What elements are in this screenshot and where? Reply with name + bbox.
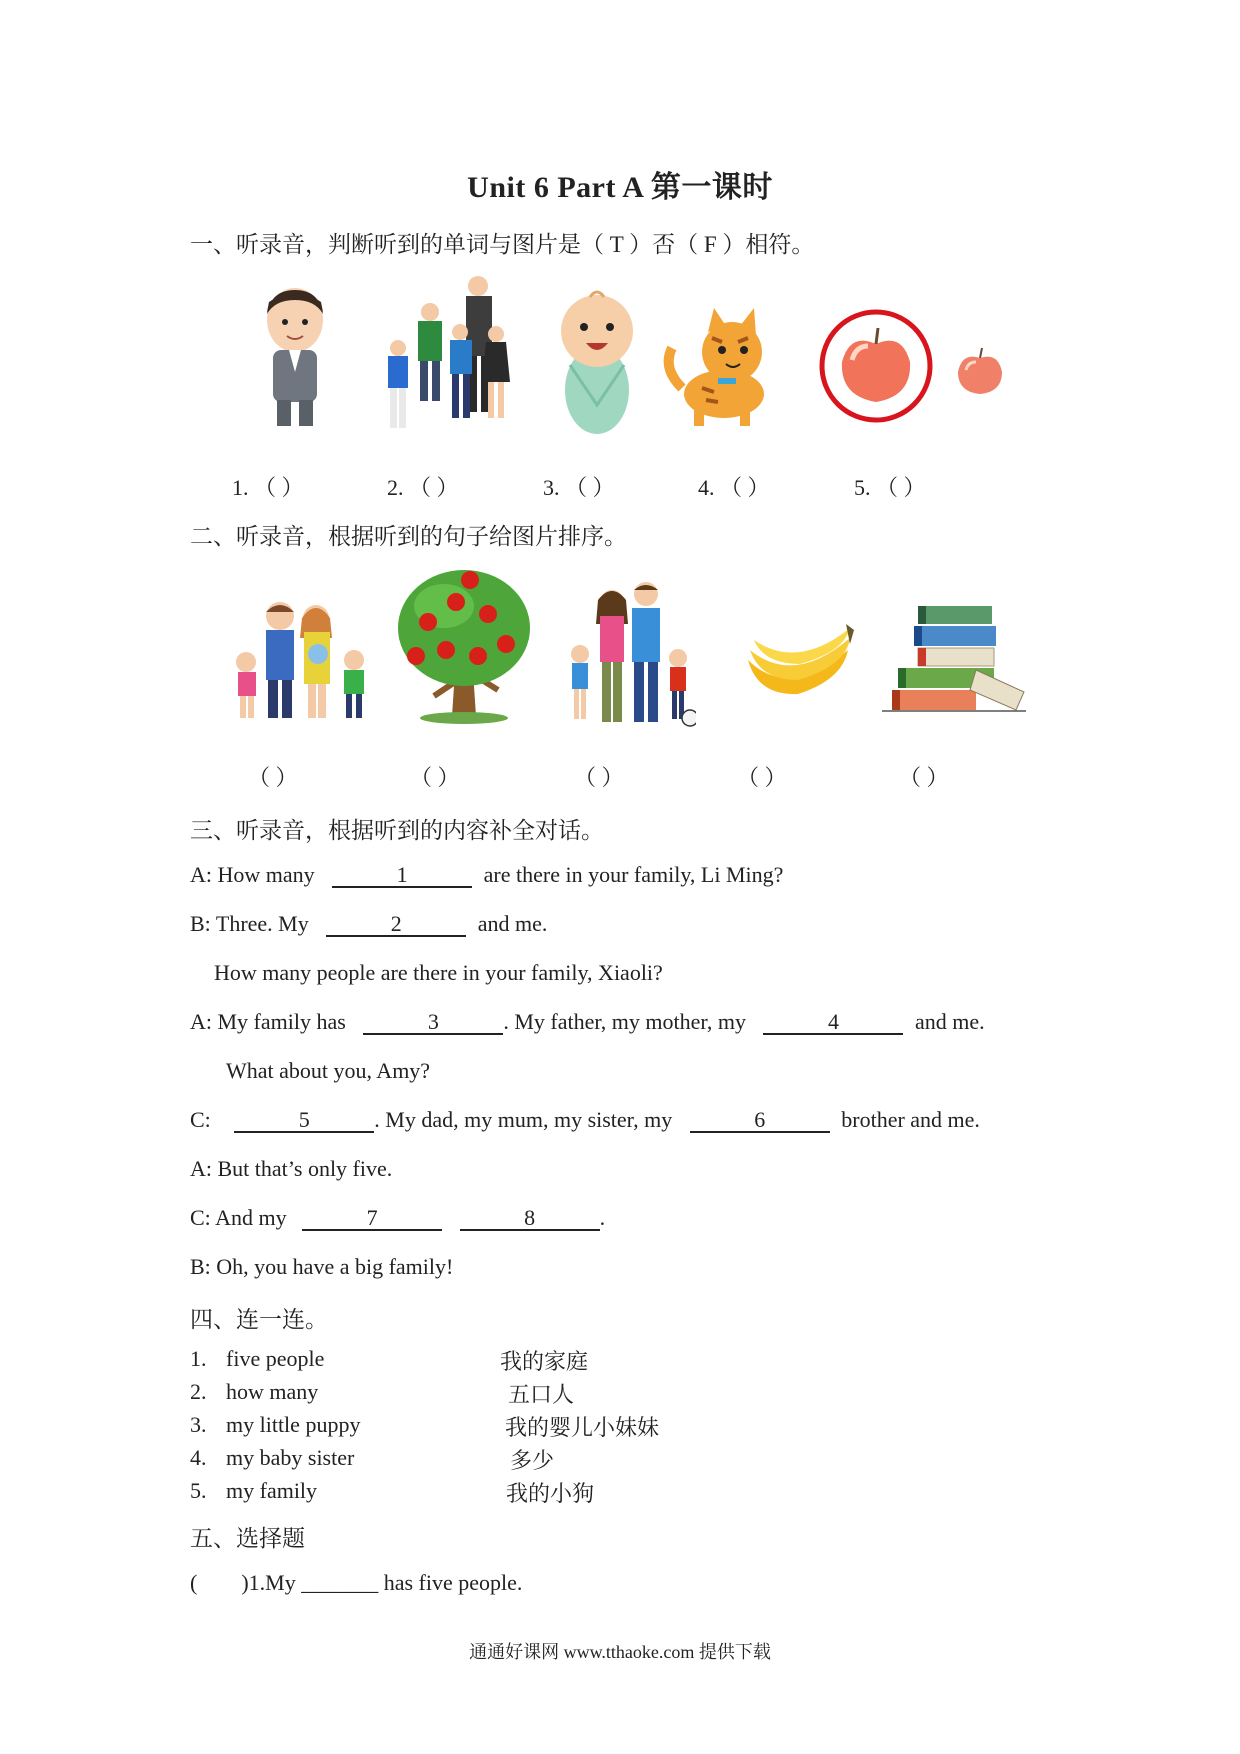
item-text: my family	[226, 1478, 318, 1503]
section1-heading: 一、听录音，判断听到的单词与图片是（ T ）否（ F ）相符。	[190, 232, 815, 257]
match-zh-4: 多少	[510, 1448, 555, 1473]
page-title: Unit 6 Part A 第一课时	[467, 171, 773, 204]
blank-5: 5	[234, 1109, 374, 1133]
match-en-4	[190, 1445, 354, 1471]
apple-tree-icon	[394, 566, 534, 726]
baby-icon	[552, 285, 642, 435]
item-number: 5.	[190, 1478, 207, 1503]
blank-4: 4	[763, 1011, 903, 1035]
dialog-text: C: And my	[190, 1205, 287, 1230]
s2-answer-5: （ ）	[899, 765, 949, 790]
apple-circled-icon	[812, 306, 940, 426]
dialog-line-5: What about you, Amy?	[226, 1058, 431, 1083]
dialog-line-4	[190, 1009, 985, 1035]
section4-heading: 四、连一连。	[190, 1307, 328, 1332]
match-en-5	[190, 1478, 317, 1504]
books-stack-icon	[878, 600, 1028, 712]
match-en-1	[190, 1346, 324, 1372]
blank-6: 6	[690, 1109, 830, 1133]
dialog-text: are there in your family, Li Ming?	[483, 862, 784, 887]
item-text: how many	[226, 1379, 319, 1404]
dialog-line-8	[190, 1205, 605, 1231]
dialog-text: A: How many	[190, 862, 315, 887]
item-number: 3.	[190, 1412, 207, 1437]
s2-answer-3: （ ）	[574, 765, 624, 790]
item-text: my baby sister	[226, 1445, 355, 1470]
blank-3: 3	[363, 1011, 503, 1035]
dialog-text: A: My family has	[190, 1009, 346, 1034]
dialog-text: C:	[190, 1107, 211, 1132]
dialog-text: brother and me.	[841, 1107, 980, 1132]
match-zh-5: 我的小狗	[506, 1481, 595, 1506]
item-number: 2.	[190, 1379, 207, 1404]
s2-answer-1: （ ）	[248, 765, 298, 790]
dialog-line-6	[190, 1107, 980, 1133]
blank-8: 8	[460, 1207, 600, 1231]
item-text: my little puppy	[226, 1412, 361, 1437]
dialog-text: . My father, my mother, my	[503, 1009, 746, 1034]
match-en-2	[190, 1379, 318, 1405]
match-en-3	[190, 1412, 360, 1438]
dialog-line-2	[190, 911, 547, 937]
item-number: 1.	[190, 1346, 207, 1371]
s1-answer-5: 5. （ ）	[854, 475, 926, 500]
s1-answer-4: 4. （ ）	[698, 475, 770, 500]
s1-answer-3: 3. （ ）	[543, 475, 615, 500]
bananas-icon	[738, 620, 858, 710]
dialog-line-3: How many people are there in your family, Xiaoli?	[214, 960, 663, 985]
section2-heading: 二、听录音，根据听到的句子给图片排序。	[190, 524, 627, 549]
kitten-icon	[662, 308, 782, 428]
family-group-icon	[368, 272, 518, 442]
dialog-text: . My dad, my mum, my sister, my	[374, 1107, 673, 1132]
dialog-text: and me.	[914, 1009, 985, 1034]
item-number: 4.	[190, 1445, 207, 1470]
family-with-baby-icon	[228, 598, 376, 722]
match-zh-3: 我的婴儿小妹妹	[505, 1415, 660, 1440]
dialog-line-7: A: But that’s only five.	[190, 1156, 393, 1181]
man-icon	[255, 282, 335, 432]
match-zh-2: 五口人	[508, 1382, 575, 1407]
blank-1: 1	[332, 864, 472, 888]
section5-heading: 五、选择题	[190, 1526, 305, 1551]
blank-7: 7	[302, 1207, 442, 1231]
dialog-line-9: B: Oh, you have a big family!	[190, 1254, 454, 1279]
family-four-icon	[566, 578, 696, 730]
item-text: five people	[226, 1346, 325, 1371]
match-zh-1: 我的家庭	[500, 1349, 589, 1374]
question-1: ( )1.My _______ has five people.	[190, 1570, 523, 1595]
s2-answer-4: （ ）	[737, 765, 787, 790]
footer-credit: 通通好课网 www.tthaoke.com 提供下载	[469, 1642, 771, 1662]
small-apple-icon	[952, 344, 1008, 400]
s1-answer-2: 2. （ ）	[387, 475, 459, 500]
s2-answer-2: （ ）	[410, 765, 460, 790]
dialog-text: B: Three. My	[190, 911, 309, 936]
s1-answer-1: 1. （ ）	[232, 475, 304, 500]
dialog-text: .	[599, 1205, 606, 1230]
section3-heading: 三、听录音，根据听到的内容补全对话。	[190, 818, 604, 843]
dialog-text: and me.	[477, 911, 548, 936]
dialog-line-1	[190, 862, 783, 888]
blank-2: 2	[326, 913, 466, 937]
